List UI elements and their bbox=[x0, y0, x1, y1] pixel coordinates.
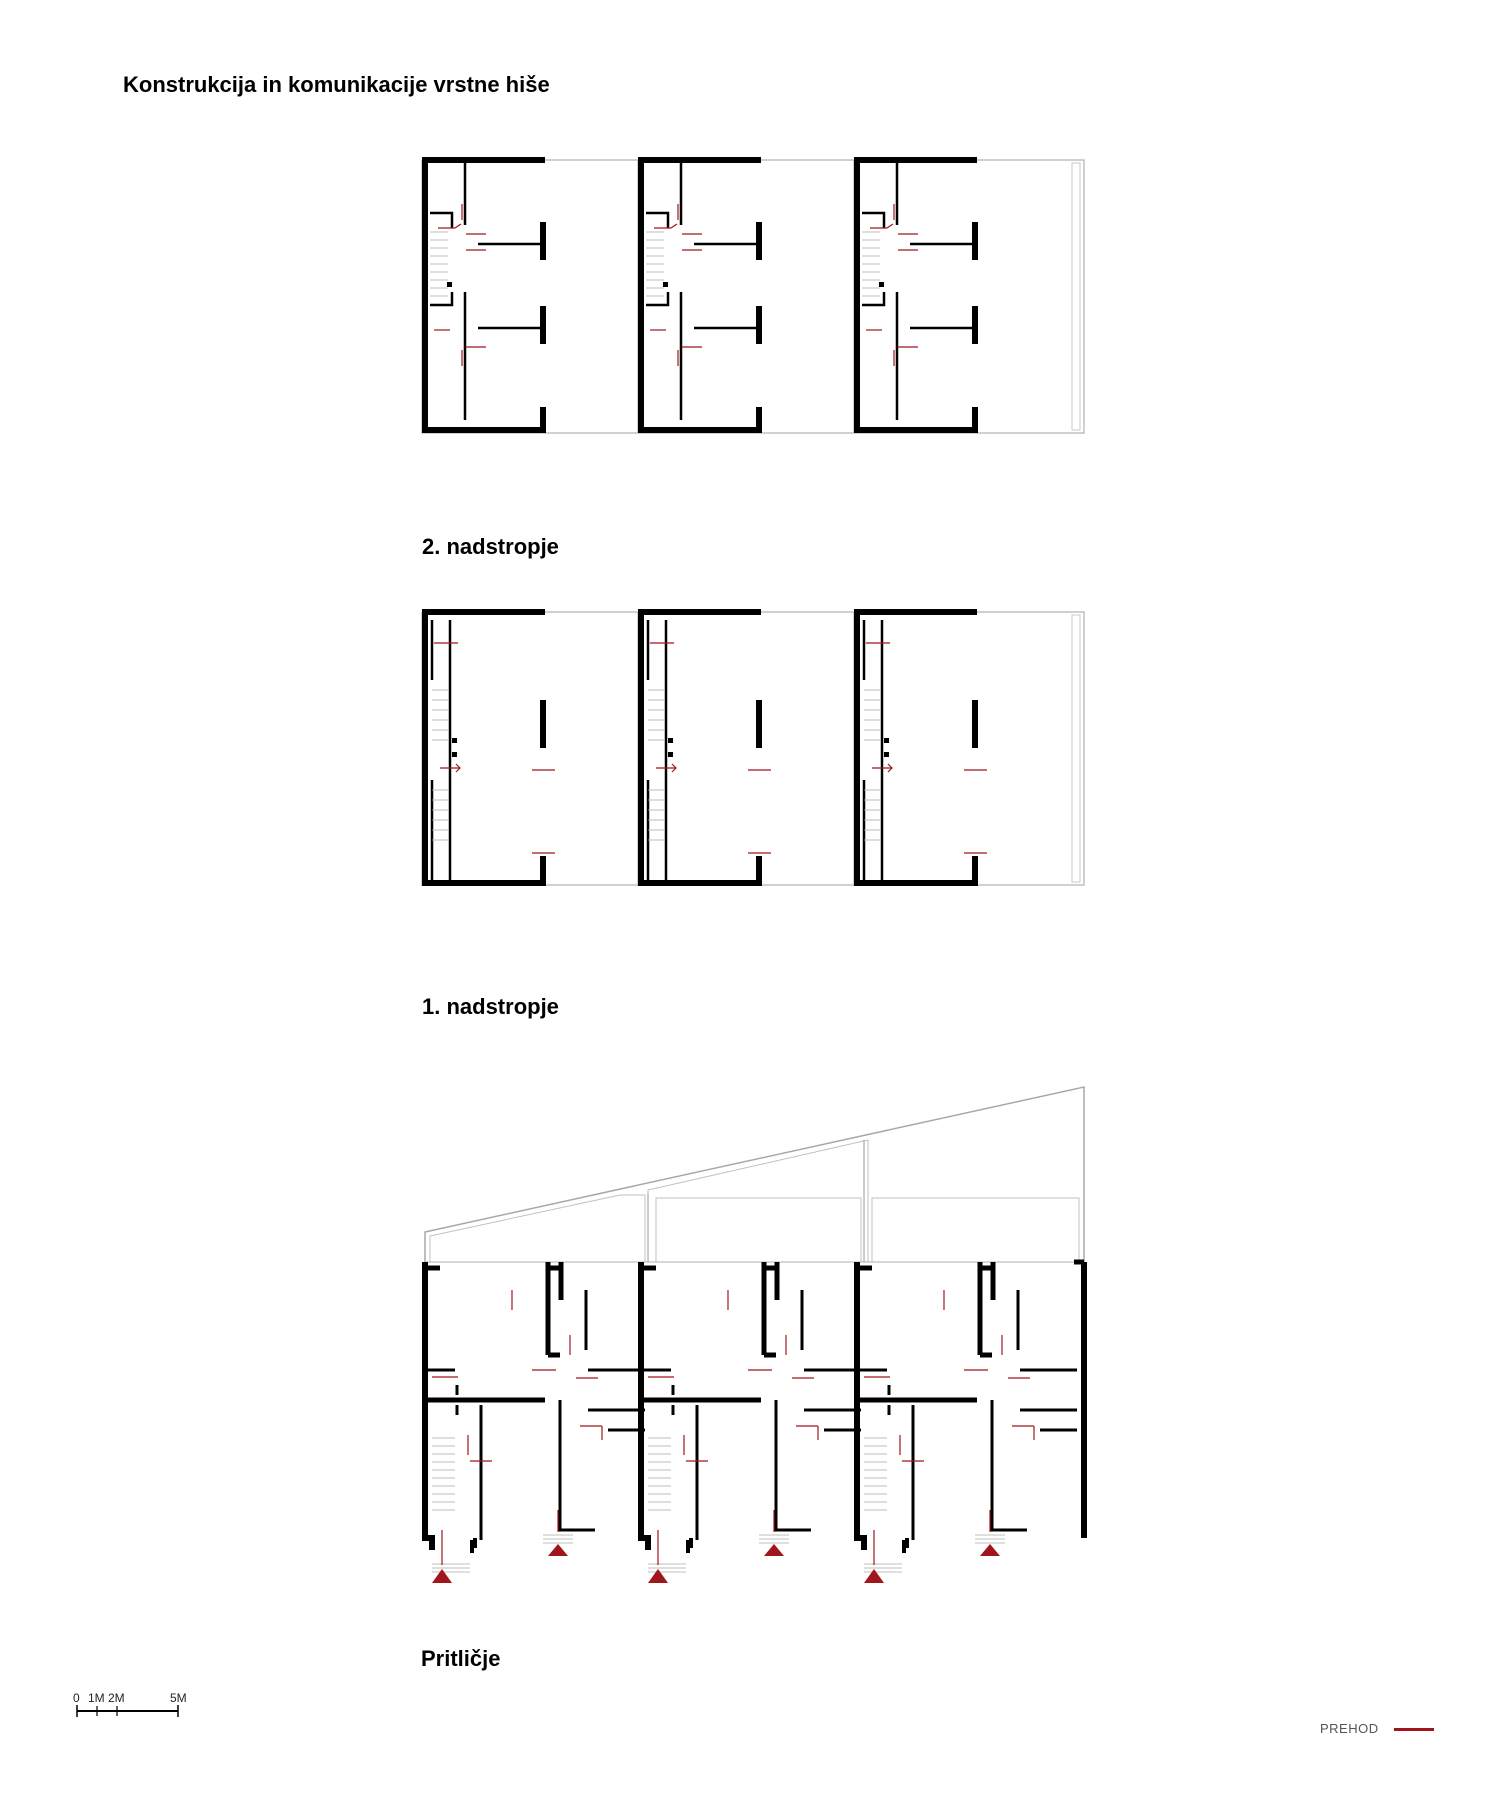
scale-tick-1: 1M bbox=[88, 1691, 105, 1705]
unit-3 bbox=[857, 160, 978, 433]
legend-passage-line bbox=[1394, 1728, 1434, 1731]
scale-tick-2: 2M bbox=[108, 1691, 125, 1705]
scale-bar bbox=[77, 1705, 178, 1717]
second-floor-plan bbox=[422, 160, 1084, 433]
unit-1 bbox=[425, 160, 546, 433]
unit-2 bbox=[641, 1262, 861, 1583]
first-floor-plan bbox=[422, 612, 1084, 886]
second-floor-label: 2. nadstropje bbox=[422, 534, 559, 559]
unit-3 bbox=[857, 1262, 1077, 1583]
ground-floor-label: Pritličje bbox=[421, 1646, 501, 1671]
page-title: Konstrukcija in komunikacije vrstne hiše bbox=[123, 72, 550, 97]
unit-3 bbox=[857, 612, 987, 886]
scale-tick-5: 5M bbox=[170, 1691, 187, 1705]
legend-label: PREHOD bbox=[1320, 1721, 1379, 1736]
unit-2 bbox=[641, 160, 762, 433]
unit-1 bbox=[425, 612, 555, 886]
first-floor-label: 1. nadstropje bbox=[422, 994, 559, 1019]
ground-floor-plan bbox=[425, 1087, 1084, 1583]
unit-1 bbox=[425, 1262, 645, 1583]
unit-2 bbox=[641, 612, 771, 886]
scale-tick-0: 0 bbox=[73, 1691, 80, 1705]
